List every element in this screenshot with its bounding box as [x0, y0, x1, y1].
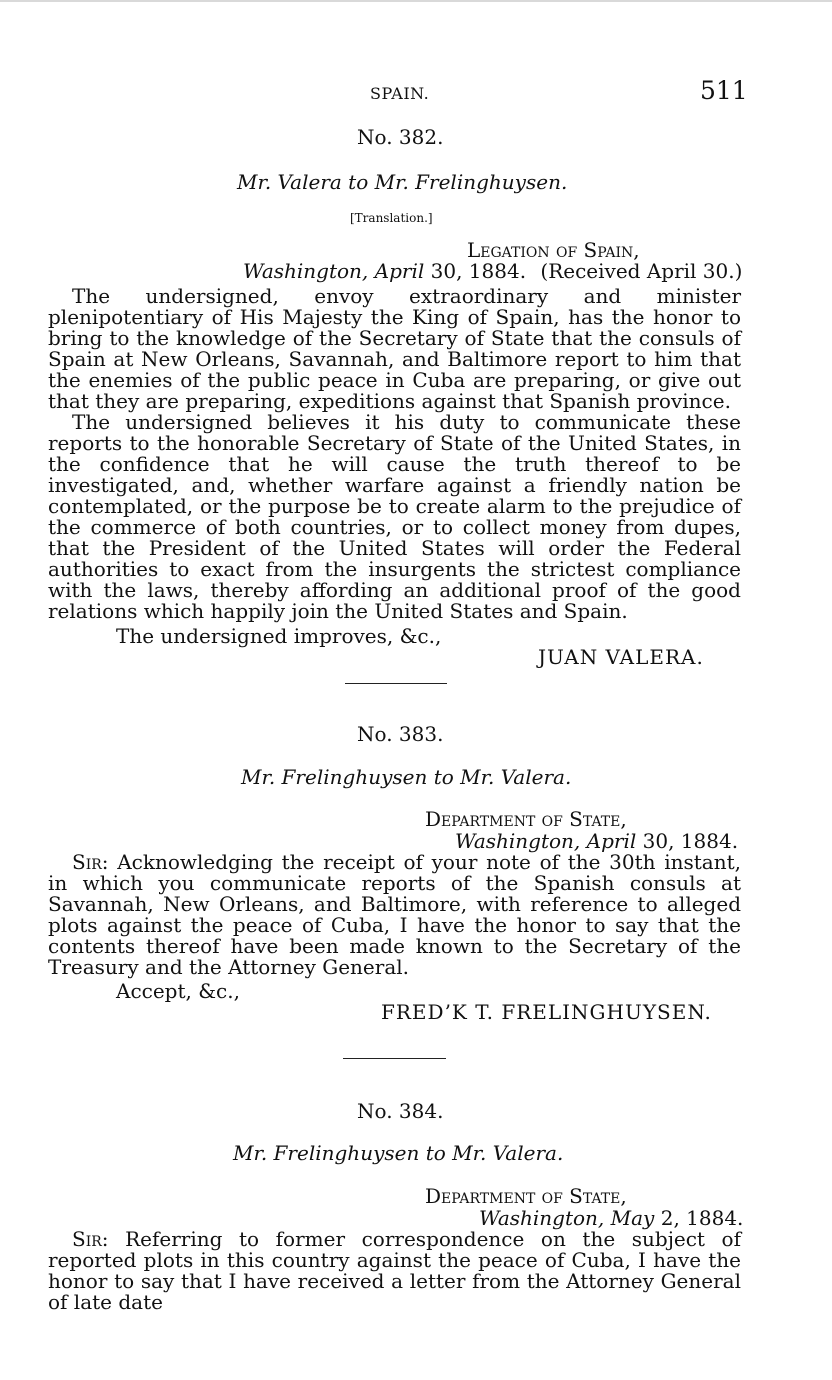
translation-note: [Translation.] — [350, 211, 433, 225]
dateline-rest: 2, 1884. — [660, 1206, 744, 1230]
paragraph: The undersigned believes it his duty to communicate these reports to the honorable Secretary of State of the United States, in the confidence that he will cause the truth thereof to be investigated, and, whether warfare against a friendly nation be contemplated, or the purpose be to create alarm to the prejudice of the commerce of both countries, or to collect money from dupes, that the President of the United States will order the Federal authorities to exact from the insurgents the strictest compliance with the laws, thereby affording an additional proof of the good relations which happily join the United States and Spain. — [48, 410, 741, 623]
sender-location-382: Legation of Spain, — [467, 238, 640, 262]
dateline-rest: 30, 1884. — [642, 829, 739, 853]
dateline-month: April — [586, 829, 637, 853]
signature-382: JUAN VALERA. — [538, 645, 704, 669]
salutation: Sir: — [72, 850, 109, 874]
document-number-383: No. 383. — [357, 722, 444, 746]
dateline-city: Washington, — [243, 259, 369, 283]
received-note: (Received April 30.) — [540, 259, 743, 283]
closing-383: Accept, &c., — [116, 979, 240, 1003]
dateline-rest: 30, 1884. — [430, 259, 527, 283]
section-divider — [345, 683, 447, 684]
dateline-city: Washington, — [479, 1206, 605, 1230]
paragraph-text: Acknowledging the receipt of your note of the 30th instant, in which you communicate reports of the Spanish consuls at Savannah, New Orleans, and Baltimore, with reference to alleged plots against the peace of Cuba, I have the honor to say that the contents thereof have been made known to the Secretary of the Treasury and the Attorney General. — [48, 850, 741, 979]
sender-location-383: Department of State, — [425, 807, 627, 831]
signature-383: FRED’K T. FRELINGHUYSEN. — [381, 1000, 712, 1024]
document-number-384: No. 384. — [357, 1099, 444, 1123]
dateline-month: April — [374, 259, 425, 283]
page-number: 511 — [700, 76, 748, 105]
section-divider — [343, 1058, 446, 1059]
paragraph: The undersigned, envoy extraordinary and minister plenipotentiary of His Majesty the King of Spain, has the honor to bring to the knowledge of the Secretary of State that the consuls of Spain at New Orleans, Savannah, and Baltimore report to him that the enemies of the public peace in Cuba are preparing, or give out that they are preparing, expeditions against that Spanish province. — [48, 284, 741, 413]
document-heading-382: Mr. Valera to Mr. Frelinghuysen. — [237, 170, 568, 194]
dateline-month: May — [610, 1206, 655, 1230]
letter-body-382 — [48, 286, 741, 622]
letter-body-383 — [48, 852, 741, 978]
sender-location-384: Department of State, — [425, 1184, 627, 1208]
letter-body-384 — [48, 1229, 741, 1313]
document-heading-383: Mr. Frelinghuysen to Mr. Valera. — [241, 765, 572, 789]
closing-382: The undersigned improves, &c., — [116, 624, 442, 648]
paragraph — [48, 852, 741, 978]
dateline-city: Washington, — [455, 829, 581, 853]
dateline-382 — [243, 259, 742, 283]
page-top-edge — [0, 0, 832, 2]
document-heading-384: Mr. Frelinghuysen to Mr. Valera. — [233, 1141, 564, 1165]
paragraph — [48, 1229, 741, 1313]
document-number-382: No. 382. — [357, 125, 444, 149]
running-header-title: SPAIN. — [370, 84, 430, 103]
salutation: Sir: — [72, 1227, 109, 1251]
paragraph-text: Referring to former correspondence on the subject of reported plots in this country against the peace of Cuba, I have the honor to say that I have received a letter from the Attorney General of late date — [48, 1227, 741, 1314]
